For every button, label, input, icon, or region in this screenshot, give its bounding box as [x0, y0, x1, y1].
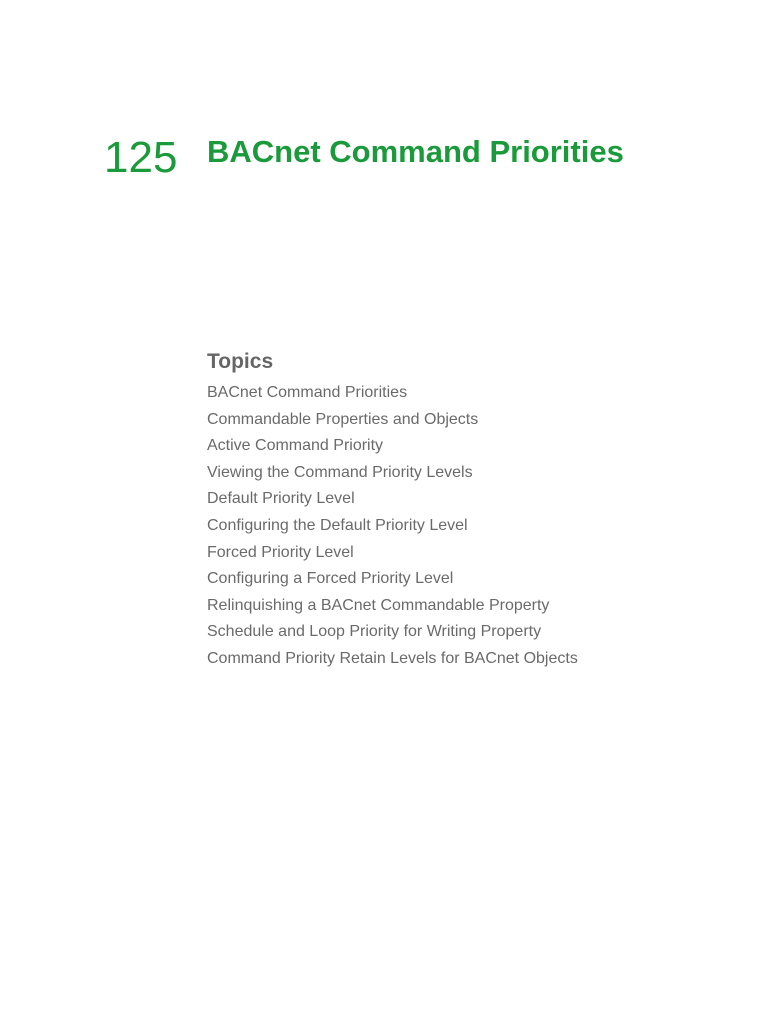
topic-link[interactable]: Commandable Properties and Objects [207, 410, 479, 428]
topic-link[interactable]: Command Priority Retain Levels for BACnet Objects [207, 649, 578, 667]
topic-link[interactable]: Configuring the Default Priority Level [207, 516, 468, 534]
chapter-title: BACnet Command Priorities [207, 134, 624, 169]
topic-link[interactable]: Default Priority Level [207, 490, 355, 508]
topic-link[interactable]: Active Command Priority [207, 437, 384, 455]
topic-link[interactable]: Viewing the Command Priority Levels [207, 463, 473, 481]
chapter-number: 125 [104, 133, 178, 182]
topic-link[interactable]: Forced Priority Level [207, 543, 354, 561]
topic-link[interactable]: Schedule and Loop Priority for Writing Property [207, 623, 542, 641]
topics-list [207, 380, 727, 673]
topic-link[interactable]: BACnet Command Priorities [207, 384, 408, 401]
topics-section [207, 348, 727, 673]
topic-link[interactable]: Relinquishing a BACnet Commandable Property [207, 596, 550, 614]
topic-link[interactable]: Configuring a Forced Priority Level [207, 570, 454, 588]
chapter-header [0, 0, 768, 200]
topics-heading: Topics [207, 350, 274, 373]
